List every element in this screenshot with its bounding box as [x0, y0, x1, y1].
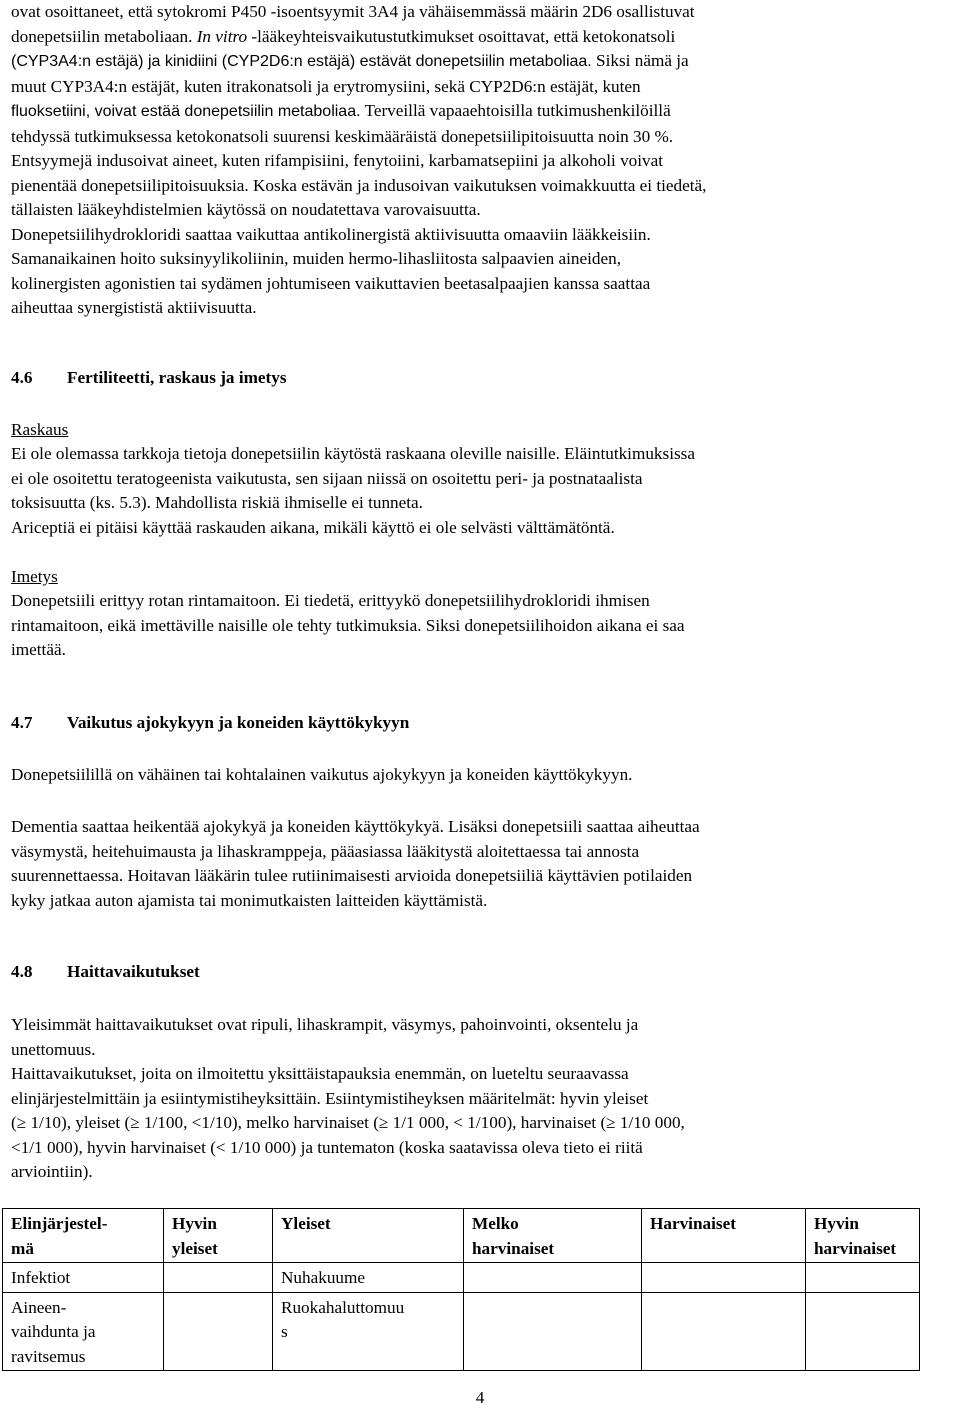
text-line: Ei ole olemassa tarkkoja tietoja donepetsiilin käytöstä raskaana oleville naisille. Eläintutkimuksissa	[11, 444, 695, 463]
table-cell	[806, 1292, 920, 1371]
text-line: kyky jatkaa auton ajamista tai monimutkaisten laitteiden käyttämistä.	[11, 890, 488, 910]
text-line	[11, 49, 946, 75]
text-line: Donepetsiilillä on vähäinen tai kohtalainen vaikutus ajokykyyn ja koneiden käyttökykyyn.	[11, 765, 633, 784]
header-very-rare	[806, 1209, 920, 1263]
table-header-row	[3, 1209, 920, 1263]
header-text: Melko	[472, 1214, 519, 1233]
table-cell	[806, 1263, 920, 1293]
section-title: Fertiliteetti, raskaus ja imetys	[67, 368, 287, 387]
text-span: -lääkeyhteisvaikutustutkimukset osoittavat, että ketokonatsoli	[247, 26, 676, 46]
text-line: Ariceptiä ei pitäisi käyttää raskauden aikana, mikäli käyttö ei ole selvästi välttämätöntä.	[11, 517, 615, 537]
text-line: tällaisten lääkeyhdistelmien käytössä on noudatettava varovaisuutta.	[11, 200, 481, 219]
text-line: Haittavaikutukset, joita on ilmoitettu yksittäistapauksia enemmän, on lueteltu seuraavassa	[11, 1064, 629, 1083]
text-line: Yleisimmät haittavaikutukset ovat ripuli, lihaskrampit, väsymys, pahoinvointi, oksentelu ja	[11, 1015, 639, 1034]
cell-text: Ruokahaluttomuu	[281, 1297, 405, 1317]
text-line: Entsyymejä indusoivat aineet, kuten rifampisiini, fenytoiini, karbamatsepiini ja alkoholi voivat	[11, 151, 664, 170]
page-number: 4	[475, 1388, 485, 1407]
text-span: Terveillä vapaaehtoisilla tutkimushenkilöillä	[360, 101, 671, 120]
table-cell	[642, 1292, 806, 1371]
driving-paragraph-1	[11, 763, 946, 788]
header-very-common	[164, 1209, 273, 1263]
text-line: ei ole osoitettu teratogeenista vaikutusta, sen sijaan niissä on osoitettu peri- ja postnataalista	[11, 468, 643, 488]
cell-text: ravitsemus	[11, 1346, 86, 1366]
cell-text: vaihdunta ja	[11, 1322, 96, 1341]
text-line: <1/1 000), hyvin harvinaiset (< 1/10 000) ja tuntematon (koska saatavissa oleva tieto ei riitä	[11, 1137, 643, 1157]
header-common	[273, 1209, 464, 1263]
adverse-paragraph-1	[11, 1013, 946, 1062]
text-line: Samanaikainen hoito suksinyylikoliinin, muiden hermo-lihasliitosta salpaavien aineiden,	[11, 249, 622, 268]
text-line: Donepetsiilihydrokloridi saattaa vaikuttaa antikolinergistä aktiivisuutta omaaviin lääkkeisiin.	[11, 224, 651, 244]
adverse-effects-table	[2, 1208, 920, 1371]
cell-text: Infektiot	[11, 1268, 71, 1287]
table-cell	[164, 1263, 273, 1293]
text-line: elinjärjestelmittäin ja esiintymistiheyksittäin. Esiintymistiheyksen määritelmät: hyvin yleiset	[11, 1088, 649, 1108]
text-span: Siksi nämä ja	[591, 51, 689, 70]
adverse-paragraph-2	[11, 1062, 946, 1185]
text-line: (≥ 1/10), yleiset (≥ 1/100, <1/10), melko harvinaiset (≥ 1/1 000, < 1/100), harvinaiset (≥ 1/10 000,	[11, 1113, 685, 1132]
text-line: ovat osoittaneet, että sytokromi P450 -isoentsyymit 3A4 ja vähäisemmässä määrin 2D6 osallistuvat	[11, 2, 695, 21]
italic-text: In vitro	[196, 26, 248, 46]
header-text: yleiset	[172, 1238, 218, 1258]
cell-text: s	[281, 1322, 288, 1341]
header-text: Harvinaiset	[650, 1214, 736, 1233]
text-line: aiheuttaa synergististä aktiivisuutta.	[11, 298, 257, 317]
section-title: Vaikutus ajokykyyn ja koneiden käyttökykyyn	[67, 713, 410, 732]
text-line: arviointiin).	[11, 1162, 93, 1181]
text-line: rintamaitoon, eikä imettäville naisille ole tehty tutkimuksia. Siksi donepetsiilihoidon aikana ei saa	[11, 615, 685, 635]
section-heading-4-6	[11, 366, 287, 391]
header-text: Hyvin	[814, 1214, 859, 1233]
imetys-paragraph	[11, 589, 946, 663]
header-text: harvinaiset	[472, 1238, 555, 1258]
text-line: kolinergisten agonistien tai sydämen johtumiseen vaikuttavien beetasalpaajien kanssa saattaa	[11, 273, 651, 293]
text-span: fluoksetiini, voivat estää donepetsiilin metaboliaa.	[11, 103, 361, 120]
text-span: donepetsiilin metaboliaan.	[11, 26, 197, 46]
text-line: unettomuus.	[11, 1039, 96, 1059]
raskaus-paragraph	[11, 442, 946, 540]
table-cell	[273, 1292, 464, 1371]
text-line: suurennettaessa. Hoitavan lääkärin tulee rutiinimaisesti arvioida donepetsiiliä käyttävien potilaiden	[11, 866, 693, 885]
header-text: harvinaiset	[814, 1238, 897, 1258]
text-line: toksisuutta (ks. 5.3). Mahdollista riskiä ihmiselle ei tunneta.	[11, 493, 423, 512]
header-uncommon	[464, 1209, 642, 1263]
section-title: Haittavaikutukset	[67, 962, 200, 981]
text-line: muut CYP3A4:n estäjät, kuten itrakonatsoli ja erytromysiini, sekä CYP2D6:n estäjät, kuten	[11, 76, 641, 96]
table-cell-organ	[3, 1292, 164, 1371]
header-text: Elinjärjestel-	[11, 1214, 108, 1233]
section-number: 4.7	[11, 713, 33, 732]
text-line: väsymystä, heitehuimausta ja lihaskramppeja, pääasiassa lääkitystä aloitettaessa tai annosta	[11, 841, 640, 861]
header-text: mä	[11, 1238, 34, 1258]
section-heading-4-7	[11, 711, 409, 736]
text-line: tehdyssä tutkimuksessa ketokonatsoli suurensi keskimääräistä donepetsiilipitoisuutta noin 30 %.	[11, 126, 674, 146]
table-cell	[273, 1263, 464, 1293]
table-cell	[464, 1263, 642, 1293]
text-line	[11, 25, 946, 50]
table-cell-organ	[3, 1263, 164, 1293]
table-row	[3, 1292, 920, 1371]
text-line: Donepetsiili erittyy rotan rintamaitoon. Ei tiedetä, erittyykö donepetsiilihydrokloridi ihmisen	[11, 591, 650, 610]
section-number: 4.8	[11, 962, 33, 981]
table-cell	[164, 1292, 273, 1371]
header-text: Hyvin	[172, 1214, 217, 1233]
table-cell	[464, 1292, 642, 1371]
table-cell	[642, 1263, 806, 1293]
header-organ-system	[3, 1209, 164, 1263]
section-number: 4.6	[11, 368, 33, 387]
text-line	[11, 99, 946, 125]
driving-paragraph-2	[11, 815, 946, 913]
cell-text: Nuhakuume	[281, 1268, 366, 1287]
cell-text: Aineen-	[11, 1297, 67, 1317]
header-rare	[642, 1209, 806, 1263]
interactions-paragraph	[11, 0, 946, 321]
section-heading-4-8	[11, 960, 200, 985]
text-line: Dementia saattaa heikentää ajokykyä ja koneiden käyttökykyä. Lisäksi donepetsiili saattaa aiheuttaa	[11, 817, 700, 836]
table-row	[3, 1263, 920, 1293]
subheading-imetys: Imetys	[11, 567, 58, 586]
text-line: pienentää donepetsiilipitoisuuksia. Koska estävän ja indusoivan vaikutuksen voimakkuutta ei tiedetä,	[11, 175, 707, 195]
subheading-raskaus: Raskaus	[11, 420, 69, 439]
header-text: Yleiset	[281, 1214, 331, 1233]
text-span: (CYP3A4:n estäjä) ja kinidiini (CYP2D6:n estäjä) estävät donepetsiilin metaboliaa.	[11, 53, 592, 70]
text-line: imettää.	[11, 640, 66, 659]
